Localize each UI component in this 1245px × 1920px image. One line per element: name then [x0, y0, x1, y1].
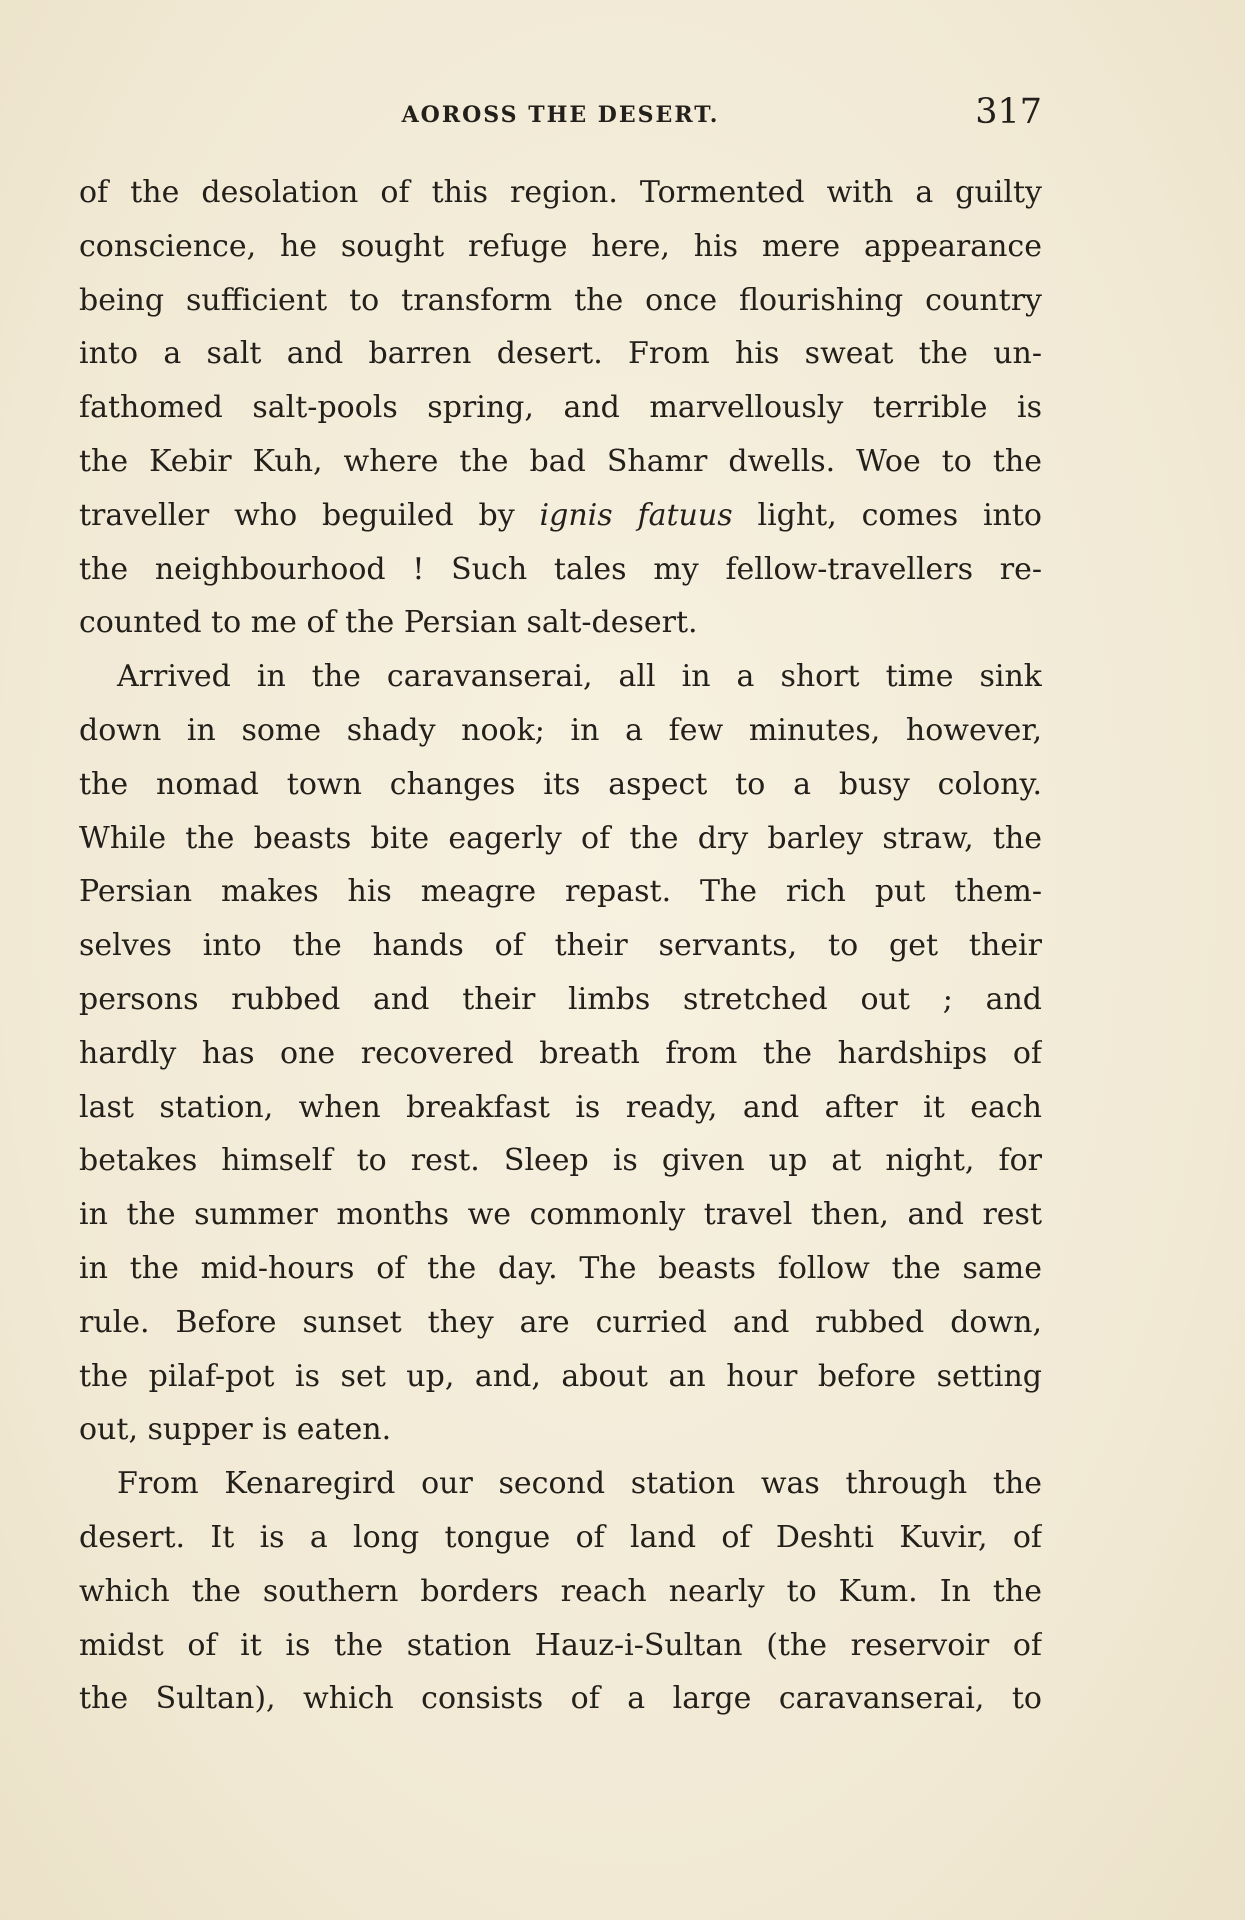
paragraph-end-line: counted to me of the Persian salt-desert.	[79, 605, 698, 641]
text-line: last station, when breakfast is ready, and after it each	[79, 1089, 1042, 1125]
text-line: the neighbourhood ! Such tales my fellow-travellers re-	[79, 551, 1042, 587]
text-line: Persian makes his meagre repast. The rich put them-	[79, 874, 1042, 910]
text-line: the Kebir Kuh, where the bad Shamr dwells. Woe to the	[79, 443, 1042, 479]
text-line: the Sultan), which consists of a large caravanserai, to	[79, 1681, 1042, 1717]
body-text	[79, 166, 1042, 1726]
text-line: conscience, he sought refuge here, his mere appearance	[79, 228, 1042, 264]
text-line: the nomad town changes its aspect to a busy colony.	[79, 766, 1042, 802]
page-number: 317	[975, 92, 1042, 132]
paragraph-start-line: From Kenaregird our second station was through the	[117, 1466, 1042, 1502]
italic-phrase: ignis fatuus	[539, 497, 733, 533]
text-line: the pilaf-pot is set up, and, about an hour before setting	[79, 1358, 1042, 1394]
text-line	[79, 489, 1042, 543]
paragraph-end-line: out, supper is eaten.	[79, 1412, 392, 1448]
text-line: in the summer months we commonly travel then, and rest	[79, 1197, 1042, 1233]
text-segment: traveller who beguiled by	[79, 497, 540, 533]
text-line: persons rubbed and their limbs stretched out ; and	[79, 981, 1042, 1017]
text-line: hardly has one recovered breath from the hardships of	[79, 1035, 1042, 1071]
text-line: down in some shady nook; in a few minutes, however,	[79, 712, 1042, 748]
text-line: being sufficient to transform the once flourishing country	[79, 282, 1042, 318]
running-head	[79, 92, 1042, 136]
text-line: of the desolation of this region. Tormented with a guilty	[79, 175, 1042, 210]
text-line: into a salt and barren desert. From his sweat the un-	[79, 336, 1042, 372]
text-line: which the southern borders reach nearly to Kum. In the	[79, 1573, 1042, 1609]
text-line: midst of it is the station Hauz-i-Sultan (the reservoir of	[79, 1627, 1042, 1663]
text-line: selves into the hands of their servants, to get their	[79, 928, 1042, 964]
running-title: AOROSS THE DESERT.	[401, 102, 720, 128]
text-line: While the beasts bite eagerly of the dry barley straw, the	[79, 820, 1042, 856]
paragraph-start-line: Arrived in the caravanserai, all in a short time sink	[117, 659, 1042, 695]
text-segment: light, comes into	[732, 497, 1042, 533]
text-line: rule. Before sunset they are curried and rubbed down,	[79, 1304, 1042, 1340]
text-line: betakes himself to rest. Sleep is given up at night, for	[79, 1143, 1042, 1179]
text-line: fathomed salt-pools spring, and marvellously terrible is	[79, 390, 1042, 426]
text-line: desert. It is a long tongue of land of Deshti Kuvir, of	[79, 1519, 1042, 1555]
text-line: in the mid-hours of the day. The beasts follow the same	[79, 1250, 1042, 1286]
